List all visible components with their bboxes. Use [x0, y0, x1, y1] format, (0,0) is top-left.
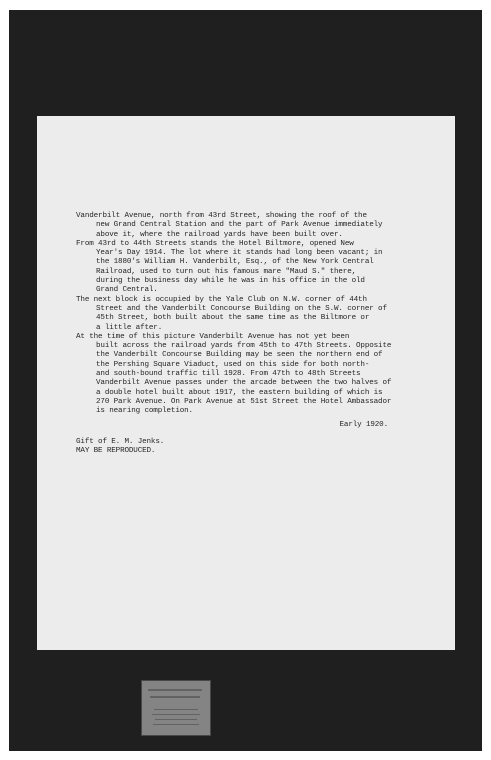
library-stamp [141, 680, 211, 736]
paragraph-picture-time [76, 333, 432, 417]
typed-caption [76, 212, 432, 456]
text-line: Street and the Vanderbilt Concourse Building on the S.W. corner of [96, 304, 387, 313]
text-line: a double hotel built about 1917, the eastern building of which is [96, 388, 383, 397]
text-line: Vanderbilt Avenue, north from 43rd Street, showing the roof of the [76, 212, 367, 220]
paragraph-yale-club [76, 296, 432, 333]
text-line: a little after. [96, 323, 163, 332]
paragraph-hotel-biltmore [76, 240, 432, 296]
text-line: is nearing completion. [96, 407, 193, 416]
text-line: the Pershing Square Viaduct, used on this side for both north- [96, 360, 370, 369]
reproduction-notice: MAY BE REPRODUCED. [76, 447, 156, 456]
text-line: 45th Street, both built about the same time as the Biltmore or [96, 314, 370, 323]
text-line: new Grand Central Station and the part of Park Avenue immediately [96, 221, 383, 230]
text-line: Vanderbilt Avenue passes under the arcade between the two halves of [96, 379, 392, 388]
date-note: Early 1920. [339, 420, 388, 429]
gift-credit: Gift of E. M. Jenks. [76, 437, 165, 446]
text-line: 270 Park Avenue. On Park Avenue at 51st Street the Hotel Ambassador [96, 397, 392, 406]
text-line: and south-bound traffic till 1928. From 47th to 48th Streets [96, 370, 361, 379]
text-line: Railroad, used to turn out his famous mare "Maud S." there, [96, 267, 357, 276]
text-line: during the business day while he was in his office in the old [96, 277, 365, 286]
text-line: the Vanderbilt Concourse Building may be seen the northern end of [96, 351, 383, 360]
text-line: From 43rd to 44th Streets stands the Hotel Biltmore, opened New [76, 239, 354, 248]
text-line: built across the railroad yards from 45th to 47th Streets. Opposite [96, 342, 392, 351]
text-line: The next block is occupied by the Yale Club on N.W. corner of 44th [76, 295, 367, 304]
text-line: Year's Day 1914. The lot where it stands had long been vacant; in [96, 249, 383, 258]
paragraph-vanderbilt-avenue [76, 212, 432, 240]
text-line: the 1880's William H. Vanderbilt, Esq., of the New York Central [96, 258, 374, 267]
text-line: above it, where the railroad yards have been built over. [96, 230, 343, 239]
gift-credit-block [76, 438, 432, 457]
text-line: At the time of this picture Vanderbilt Avenue has not yet been [76, 332, 350, 341]
text-line: Grand Central. [96, 286, 158, 295]
